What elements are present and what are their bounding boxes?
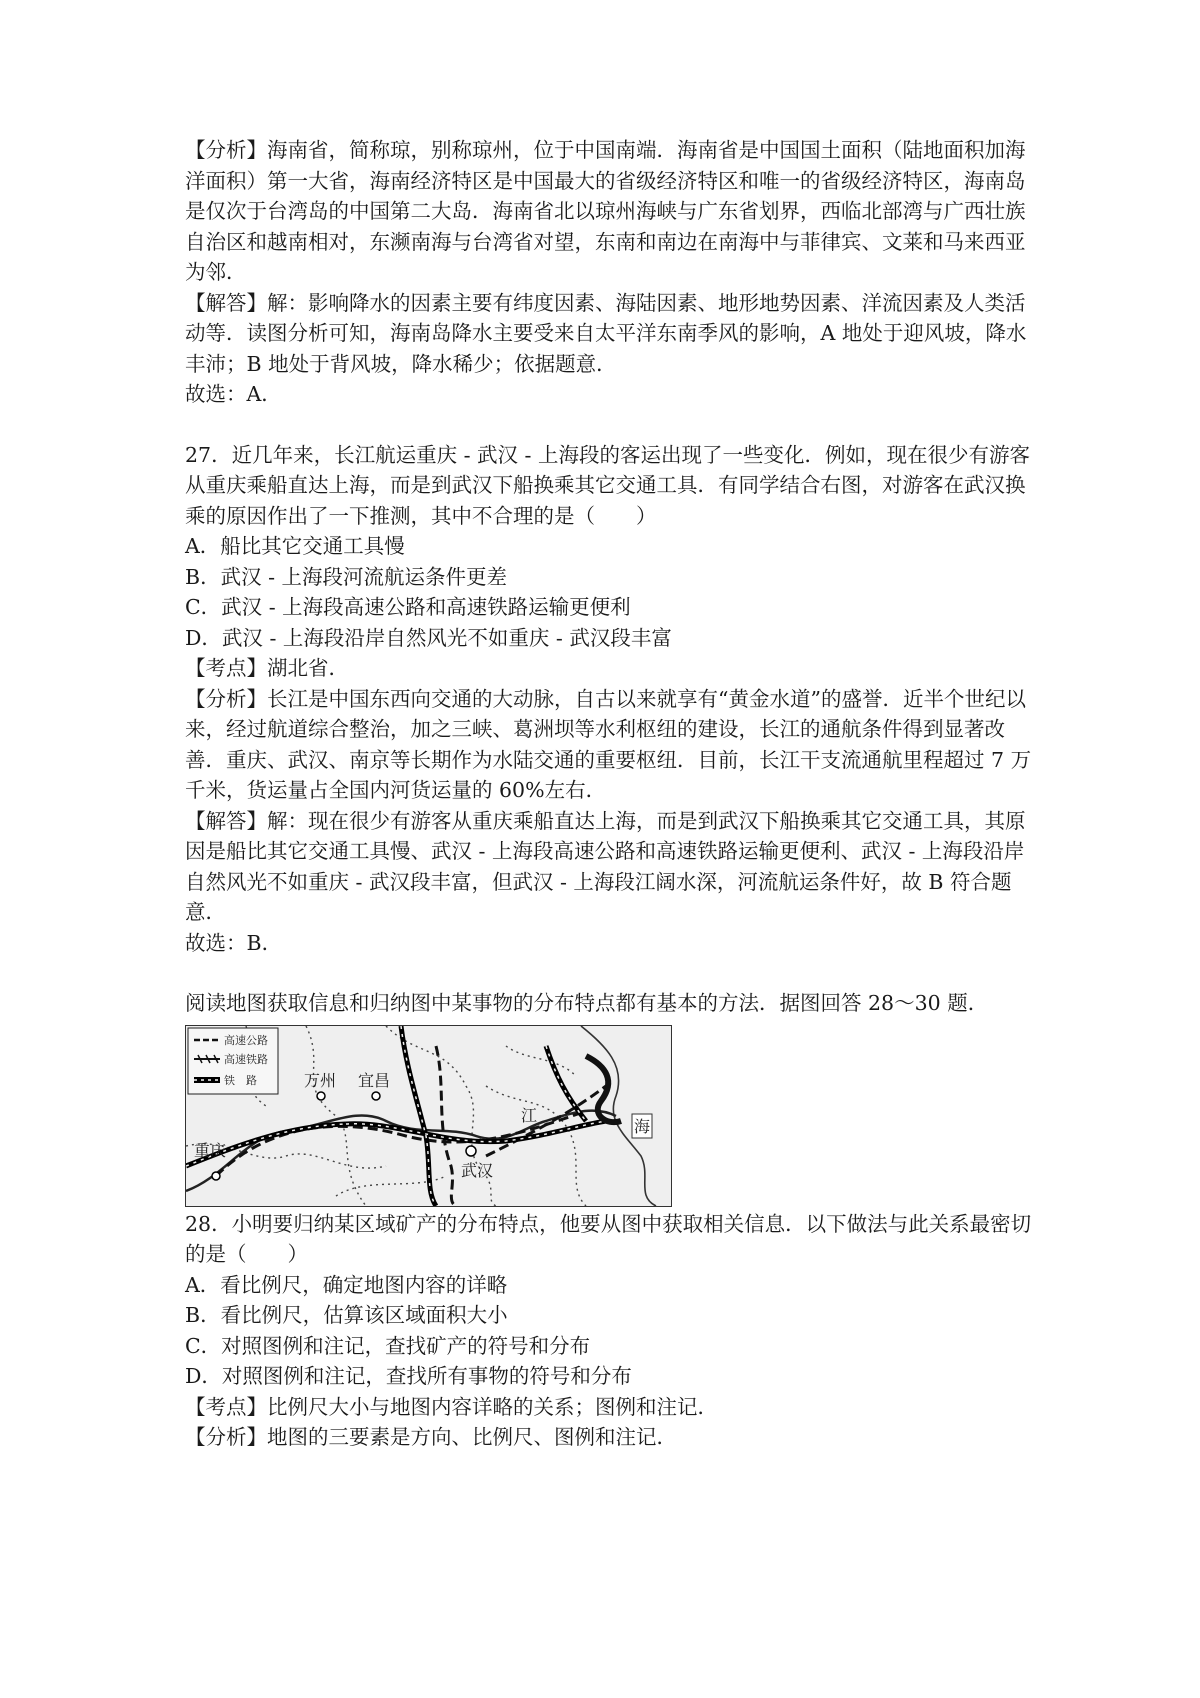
q28-option-c: C．对照图例和注记，查找矿产的符号和分布 [185,1333,591,1358]
q28-stem: 28．小明要归纳某区域矿产的分布特点，他要从图中获取相关信息．以下做法与此关系最密切的是（ ） [185,1211,1032,1266]
chongqing-marker [212,1172,220,1180]
q27-point: 【考点】湖北省． [185,656,349,680]
yichang-label: 宜昌 [358,1070,391,1090]
transport-map [185,1025,672,1207]
q27-option-d: D．武汉 - 上海段沿岸自然风光不如重庆 - 武汉段丰富 [185,625,672,650]
legend-high-speed-rail: 高速铁路 [224,1052,268,1066]
document-page [185,135,1035,1453]
q27-option-b: B．武汉 - 上海段河流航运条件更差 [185,564,508,589]
q26-analysis: 【分析】海南省，简称琼，别称琼州，位于中国南端．海南省是中国国土面积（陆地面积加海洋面积）第一大省，海南经济特区是中国最大的省级经济特区和唯一的省级经济特区，海南岛是仅次于台湾岛的中国第二大岛．海南省北以琼州海峡与广东省划界，西临北部湾与广西壮族自治区和越南相对，东濒南海与台湾省对望，东南和南边在南海中与菲律宾、文莱和马来西亚为邻． [185,138,1026,284]
q27-option-a: A．船比其它交通工具慢 [185,534,405,558]
q28-option-b: B．看比例尺，估算该区域面积大小 [185,1303,508,1327]
transport-map-svg [186,1026,671,1206]
q28-analysis: 【分析】地图的三要素是方向、比例尺、图例和注记． [185,1425,677,1449]
q27-analysis: 【分析】长江是中国东西向交通的大动脉，自古以来就享有“黄金水道”的盛誉．近半个世纪以来，经过航道综合整治，加之三峡、葛洲坝等水利枢纽的建设，长江的通航条件得到显著改善．重庆、武汉、南京等长期作为水陆交通的重要枢纽．目前，长江干支流通航里程超过 7 万千米，货运量占全国内河货运量的 60%左右． [185,686,1032,802]
q27-answer: 【解答】解：现在很少有游客从重庆乘船直达上海，而是到武汉下船换乘其它交通工具，其原因是船比其它交通工具慢、武汉 - 上海段高速公路和高速铁路运输更便利、武汉 - 上海段沿岸自然风光不如重庆 - 武汉段丰富，但武汉 - 上海段江阔水深，河流航运条件好，故 B 符合题意． [185,808,1026,924]
legend-railway: 铁 路 [224,1073,257,1087]
wuhan-label: 武汉 [461,1160,494,1180]
chongqing-label: 重庆 [194,1140,227,1160]
wanzhou-label: 万州 [304,1070,337,1090]
jiang-label: 江 [521,1105,538,1125]
wanzhou-marker [317,1092,325,1100]
q28-option-a: A．看比例尺，确定地图内容的详略 [185,1272,508,1297]
map-legend [188,1028,278,1094]
q27-stem: 27．近几年来，长江航运重庆 - 武汉 - 上海段的客运出现了一些变化．例如，现在很少有游客从重庆乘船直达上海，而是到武汉下船换乘其它交通工具．有同学结合右图，对游客在武汉换乘的原因作出了一下推测，其中不合理的是（ ） [185,442,1031,528]
map-intro: 阅读地图获取信息和归纳图中某事物的分布特点都有基本的方法．据图回答 28～30 题． [185,991,989,1015]
q26-answer: 【解答】解：影响降水的因素主要有纬度因素、海陆因素、地形地势因素、洋流因素及人类活动等．读图分析可知，海南岛降水主要受来自太平洋东南季风的影响，A 地处于迎风坡，降水丰沛；B 地处于背风坡，降水稀少；依据题意． [185,290,1027,376]
q28-point: 【考点】比例尺大小与地图内容详略的关系；图例和注记． [185,1394,718,1419]
q26-choice: 故选：A． [185,382,282,406]
q27-option-c: C．武汉 - 上海段高速公路和高速铁路运输更便利 [185,595,631,619]
wuhan-marker [466,1146,476,1156]
yichang-marker [372,1092,380,1100]
q27-choice: 故选：B． [185,930,283,955]
legend-highway: 高速公路 [224,1033,268,1047]
hai-label: 海 [634,1116,651,1136]
q28-option-d: D．对照图例和注记，查找所有事物的符号和分布 [185,1364,632,1388]
